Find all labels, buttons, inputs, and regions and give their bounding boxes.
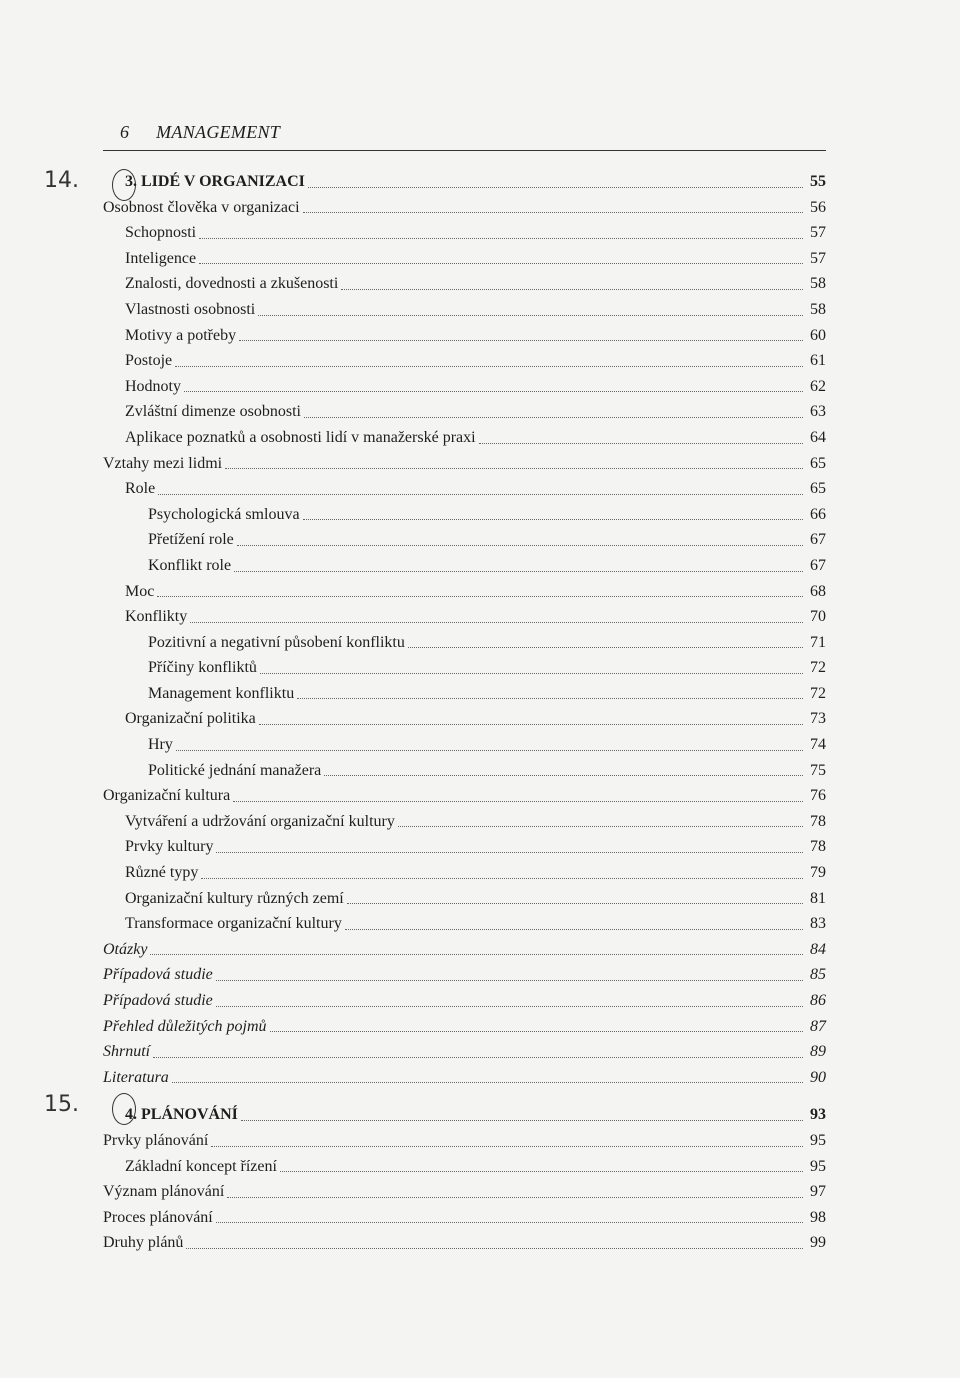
toc-entry-label: Konflikt role	[148, 556, 232, 574]
leader-dots	[153, 1057, 803, 1058]
toc-entry	[103, 399, 826, 425]
leader-dots	[216, 1222, 803, 1223]
toc-entry-label: 4. PLÁNOVÁNÍ	[125, 1106, 238, 1124]
leader-dots	[216, 980, 803, 981]
toc-entry	[103, 451, 826, 477]
toc-entry-label: Organizační politika	[125, 710, 256, 728]
toc-entry	[103, 860, 826, 886]
toc-entry	[103, 886, 826, 912]
toc-entry-page: 89	[810, 1043, 826, 1061]
chapter-spacer	[103, 1090, 826, 1102]
toc-entry-label: Konflikty	[125, 608, 188, 626]
toc-entry	[103, 348, 826, 374]
toc-entry-page: 67	[810, 531, 826, 549]
toc-entry-page: 63	[810, 403, 826, 421]
toc-entry-label: Moc	[125, 582, 155, 600]
toc-entry-page: 74	[810, 736, 826, 754]
leader-dots	[234, 571, 803, 572]
toc-entry-page: 57	[810, 249, 826, 267]
toc-entry-page: 81	[810, 889, 826, 907]
toc-entry-label: Psychologická smlouva	[148, 505, 300, 523]
leader-dots	[345, 929, 803, 930]
toc-entry-label: Prvky plánování	[103, 1131, 209, 1149]
toc-entry-label: Význam plánování	[103, 1183, 225, 1201]
leader-dots	[216, 852, 803, 853]
header-rule	[103, 150, 826, 151]
toc-entry-label: Přehled důležitých pojmů	[103, 1017, 267, 1035]
toc-entry-label: Otázky	[103, 940, 148, 958]
toc-entry-label: Osobnost člověka v organizaci	[103, 198, 300, 216]
handwritten-mark-ch3: 14.	[44, 168, 79, 193]
leader-dots	[199, 263, 803, 264]
leader-dots	[258, 315, 803, 316]
toc-entry	[103, 579, 826, 605]
toc-entry-page: 85	[810, 966, 826, 984]
toc-entry-page: 90	[810, 1068, 826, 1086]
toc-entry	[103, 758, 826, 784]
toc-entry-page: 68	[810, 582, 826, 600]
toc-entry-label: Vlastnosti osobnosti	[125, 300, 256, 318]
page-header	[120, 122, 280, 143]
toc-entry	[103, 195, 826, 221]
toc-entry-label: Případová studie	[103, 966, 213, 984]
toc-entry	[103, 527, 826, 553]
toc-entry-page: 61	[810, 352, 826, 370]
toc-entry	[103, 425, 826, 451]
toc-entry-page: 75	[810, 761, 826, 779]
leader-dots	[158, 494, 803, 495]
toc-entry	[103, 732, 826, 758]
toc-entry	[103, 1205, 826, 1231]
toc-entry	[103, 834, 826, 860]
leader-dots	[280, 1171, 803, 1172]
toc-entry-label: Proces plánování	[103, 1208, 213, 1226]
toc-entry	[103, 246, 826, 272]
toc-entry-label: 3. LIDÉ V ORGANIZACI	[125, 173, 305, 190]
running-title: MANAGEMENT	[156, 122, 281, 142]
toc-entry-label: Hodnoty	[125, 377, 181, 395]
toc-entry-label: Vytváření a udržování organizační kultury	[125, 812, 395, 830]
leader-dots	[347, 903, 803, 904]
leader-dots	[201, 878, 803, 879]
toc-entry-label: Druhy plánů	[103, 1234, 184, 1252]
toc-entry-label: Přetížení role	[148, 531, 234, 549]
toc-entry-page: 93	[810, 1106, 826, 1124]
toc-entry-page: 60	[810, 326, 826, 344]
leader-dots	[303, 212, 803, 213]
toc-entry-page: 57	[810, 224, 826, 242]
leader-dots	[304, 417, 803, 418]
toc-entry-label: Organizační kultura	[103, 787, 231, 805]
toc-entry-label: Motivy a potřeby	[125, 326, 237, 344]
toc-entry-label: Shrnutí	[103, 1043, 151, 1061]
toc-entry	[103, 220, 826, 246]
toc-entry-label: Základní koncept řízení	[125, 1157, 277, 1175]
toc-entry	[103, 1128, 826, 1154]
toc-entry-page: 79	[810, 864, 826, 882]
leader-dots	[260, 673, 803, 674]
toc-entry	[103, 937, 826, 963]
toc-entry-label: Příčiny konfliktů	[148, 659, 257, 677]
toc-entry	[103, 911, 826, 937]
toc-entry-page: 78	[810, 812, 826, 830]
toc-entry	[103, 502, 826, 528]
leader-dots	[227, 1197, 803, 1198]
leader-dots	[233, 801, 803, 802]
leader-dots	[237, 545, 803, 546]
toc-entry-page: 58	[810, 275, 826, 293]
toc-entry	[103, 271, 826, 297]
leader-dots	[199, 238, 803, 239]
toc-entry	[103, 630, 826, 656]
leader-dots	[150, 954, 803, 955]
toc-chapter-entry	[103, 1102, 826, 1128]
toc-entry-page: 86	[810, 992, 826, 1009]
leader-dots	[308, 187, 803, 188]
toc-entry-label: Případová studie	[103, 992, 213, 1009]
toc-entry-page: 55	[810, 173, 826, 190]
toc-entry-label: Management konfliktu	[148, 684, 295, 702]
toc-entry	[103, 655, 826, 681]
toc-entry-label: Pozitivní a negativní působení konfliktu	[148, 633, 405, 651]
toc-entry-page: 95	[810, 1131, 826, 1149]
toc-entry-page: 65	[810, 454, 826, 472]
leader-dots	[190, 622, 803, 623]
toc-entry-page: 70	[810, 608, 826, 626]
toc-entry-page: 71	[810, 633, 826, 651]
leader-dots	[216, 1006, 803, 1007]
toc-entry-page: 58	[810, 300, 826, 318]
toc-entry	[103, 323, 826, 349]
toc-entry-page: 72	[810, 684, 826, 702]
toc-entry-page: 76	[810, 787, 826, 805]
leader-dots	[341, 289, 803, 290]
toc-entry-page: 62	[810, 377, 826, 395]
leader-dots	[184, 391, 803, 392]
toc-entry-label: Literatura	[103, 1068, 169, 1086]
toc-entry-page: 98	[810, 1208, 826, 1226]
toc-entry	[103, 783, 826, 809]
toc-entry-label: Transformace organizační kultury	[125, 915, 342, 933]
toc-entry-label: Zvláštní dimenze osobnosti	[125, 403, 301, 421]
toc-entry	[103, 1014, 826, 1040]
toc-chapter-entry	[103, 169, 826, 195]
leader-dots	[239, 340, 803, 341]
leader-dots	[175, 366, 803, 367]
toc-entry-label: Prvky kultury	[125, 838, 214, 856]
toc-entry	[103, 553, 826, 579]
toc-entry-label: Organizační kultury různých zemí	[125, 889, 344, 907]
toc-entry	[103, 706, 826, 732]
leader-dots	[176, 750, 803, 751]
toc-entry-page: 78	[810, 838, 826, 856]
toc-entry-label: Znalosti, dovednosti a zkušenosti	[125, 275, 339, 293]
toc-entry-label: Schopnosti	[125, 224, 197, 242]
toc-entry	[103, 988, 826, 1014]
leader-dots	[211, 1146, 803, 1147]
leader-dots	[270, 1031, 803, 1032]
toc-entry	[103, 604, 826, 630]
toc-entry-page: 87	[810, 1017, 826, 1035]
toc-entry-page: 84	[810, 940, 826, 958]
toc-entry	[103, 681, 826, 707]
toc-entry-label: Vztahy mezi lidmi	[103, 454, 223, 472]
toc-entry	[103, 297, 826, 323]
toc-entry	[103, 962, 826, 988]
toc-entry	[103, 1230, 826, 1256]
toc-entry-page: 65	[810, 480, 826, 498]
leader-dots	[259, 724, 803, 725]
toc-entry-label: Role	[125, 480, 156, 498]
toc-entry-page: 67	[810, 556, 826, 574]
toc-entry-label: Politické jednání manažera	[148, 761, 322, 779]
toc-entry-label: Hry	[148, 736, 173, 754]
leader-dots	[479, 443, 803, 444]
table-of-contents	[103, 169, 826, 1256]
toc-entry-label: Různé typy	[125, 864, 199, 882]
toc-entry-page: 83	[810, 915, 826, 933]
toc-entry-page: 66	[810, 505, 826, 523]
toc-entry-page: 56	[810, 198, 826, 216]
toc-entry	[103, 1154, 826, 1180]
leader-dots	[172, 1082, 803, 1083]
toc-entry	[103, 809, 826, 835]
toc-entry-page: 95	[810, 1157, 826, 1175]
leader-dots	[241, 1120, 803, 1121]
toc-entry	[103, 1065, 826, 1091]
leader-dots	[225, 468, 803, 469]
toc-entry-page: 99	[810, 1234, 826, 1252]
toc-entry-label: Aplikace poznatků a osobnosti lidí v manažerské praxi	[125, 428, 476, 446]
leader-dots	[157, 596, 803, 597]
page-number: 6	[120, 122, 130, 142]
toc-entry	[103, 374, 826, 400]
leader-dots	[324, 775, 803, 776]
leader-dots	[303, 519, 803, 520]
leader-dots	[408, 647, 803, 648]
leader-dots	[297, 698, 803, 699]
toc-entry-page: 72	[810, 659, 826, 677]
toc-entry-page: 64	[810, 428, 826, 446]
toc-entry-page: 97	[810, 1183, 826, 1201]
toc-entry	[103, 1179, 826, 1205]
leader-dots	[398, 826, 803, 827]
leader-dots	[186, 1248, 803, 1249]
toc-entry	[103, 1039, 826, 1065]
toc-entry-label: Postoje	[125, 352, 173, 370]
toc-entry	[103, 476, 826, 502]
toc-entry-page: 73	[810, 710, 826, 728]
handwritten-mark-ch4: 15.	[44, 1092, 79, 1117]
toc-entry-label: Inteligence	[125, 249, 197, 267]
